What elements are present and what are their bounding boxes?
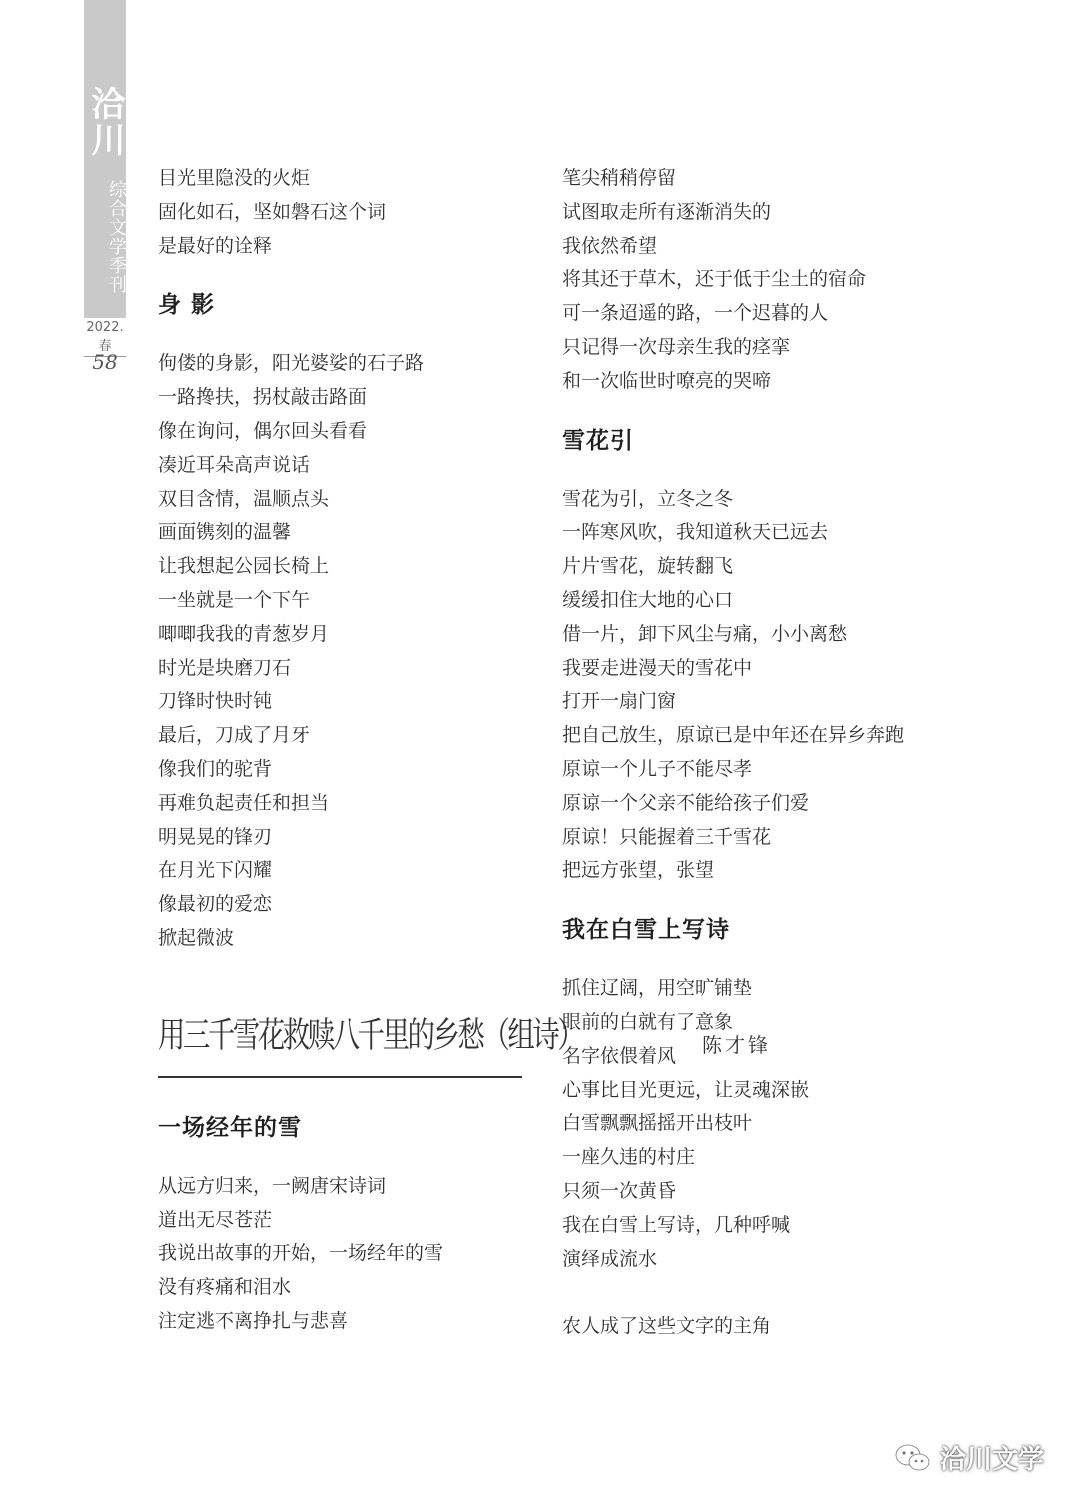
poem-line: 一坐就是一个下午 xyxy=(158,588,311,611)
poem-line: 最后，刀成了月牙 xyxy=(158,724,311,747)
magazine-title: 洽川 xyxy=(85,86,125,158)
poem-body xyxy=(158,347,538,955)
author-name: 陈才锋 xyxy=(702,1032,772,1057)
poem-line: 把远方张望，张望 xyxy=(562,859,715,882)
poem-line: 试图取走所有逐渐消失的 xyxy=(562,200,772,223)
poem-title: 一场经年的雪 xyxy=(158,1114,302,1141)
poem-line: 道出无尽苍茫 xyxy=(158,1208,273,1231)
poem-line: 借一片，卸下风尘与痛，小小离愁 xyxy=(562,622,848,645)
poem-line: 我依然希望 xyxy=(562,234,658,257)
poem-line: 抓住辽阔，用空旷铺垫 xyxy=(562,977,753,1000)
poem-line: 凑近耳朵高声说话 xyxy=(158,453,311,476)
poem-line: 唧唧我我的青葱岁月 xyxy=(158,622,330,645)
poem-line: 可一条迢遥的路，一个迟暮的人 xyxy=(562,302,829,325)
poem-line: 原谅一个儿子不能尽孝 xyxy=(562,757,753,780)
poem-line: 眼前的白就有了意象 xyxy=(562,1010,734,1033)
poem-line: 一座久违的村庄 xyxy=(562,1146,696,1169)
poem-line: 只须一次黄昏 xyxy=(562,1179,677,1202)
poem-line: 目光里隐没的火炬 xyxy=(158,167,311,189)
poem-body xyxy=(562,483,982,889)
poem-line: 佝偻的身影，阳光婆娑的石子路 xyxy=(158,352,425,375)
poem-line: 心事比目光更远，让灵魂深嵌 xyxy=(562,1078,810,1101)
poem-line: 雪花为引，立冬之冬 xyxy=(562,487,734,510)
poem-line: 刀锋时快时钝 xyxy=(158,690,273,713)
poem-line: 农人成了这些文字的主角 xyxy=(562,1315,772,1338)
poem-line: 从远方归来，一阙唐宋诗词 xyxy=(158,1174,387,1197)
poem-line: 和一次临世时嘹亮的哭啼 xyxy=(562,369,772,392)
poem-line: 固化如石，坚如磐石这个词 xyxy=(158,200,387,223)
poem-line: 明晃晃的锋刃 xyxy=(158,825,273,848)
watermark-text: 洽川文学 xyxy=(939,1445,1044,1475)
magazine-subtitle: 综合文学季刊 xyxy=(106,180,127,294)
poem-line: 打开一扇门窗 xyxy=(562,690,677,713)
poem-line: 像最初的爱恋 xyxy=(158,893,273,916)
intro-stanza xyxy=(562,162,982,399)
poem-line: 是最好的诠释 xyxy=(158,234,273,257)
poem-line: 原谅！只能握着三千雪花 xyxy=(562,825,772,848)
intro-stanza xyxy=(158,162,538,263)
poem-line: 像在询问，偶尔回头看看 xyxy=(158,419,368,442)
poem-line: 画面镌刻的温馨 xyxy=(158,521,292,544)
poem-line: 时光是块磨刀石 xyxy=(158,656,292,679)
poem-line: 演绎成流水 xyxy=(562,1247,658,1270)
poem-line: 将其还于草木，还于低于尘土的宿命 xyxy=(562,268,867,291)
poem-title: 我在白雪上写诗 xyxy=(562,917,730,944)
poem-line: 缓缓扣住大地的心口 xyxy=(562,588,734,611)
poem-line: 笔尖稍稍停留 xyxy=(562,167,677,189)
poem-body xyxy=(562,972,982,1344)
issue-label: 2022.春 xyxy=(84,320,126,357)
masthead-band xyxy=(84,0,126,318)
right-column xyxy=(562,162,982,1344)
poem-title: 身 影 xyxy=(158,292,216,319)
poem-line: 名字依偎着风 xyxy=(562,1044,677,1067)
poem-line: 一阵寒风吹，我知道秋天已远去 xyxy=(562,521,829,544)
poem-line: 没有疼痛和泪水 xyxy=(158,1276,292,1299)
poem-line: 像我们的驼背 xyxy=(158,757,273,780)
poem-line: 把自己放生，原谅已是中年还在异乡奔跑 xyxy=(562,724,905,747)
poem-line: 白雪飘飘摇摇开出枝叶 xyxy=(562,1112,753,1135)
poem-line: 注定逃不离挣扎与悲喜 xyxy=(158,1309,349,1332)
poem-title: 雪花引 xyxy=(562,427,634,454)
poem-line: 再难负起责任和担当 xyxy=(158,791,330,814)
poem-line: 只记得一次母亲生我的痉挛 xyxy=(562,335,791,358)
poem-body xyxy=(158,1170,538,1339)
page-number: 58 xyxy=(92,350,118,374)
poem-line: 原谅一个父亲不能给孩子们爱 xyxy=(562,791,810,814)
stanza-break xyxy=(562,1276,982,1310)
poem-line: 我要走进漫天的雪花中 xyxy=(562,656,753,679)
poem-line: 让我想起公园长椅上 xyxy=(158,555,330,578)
poem-line: 我说出故事的开始，一场经年的雪 xyxy=(158,1242,444,1265)
poem-line: 双目含情，温顺点头 xyxy=(158,487,330,510)
wechat-icon xyxy=(894,1443,932,1473)
poem-line: 片片雪花，旋转翻飞 xyxy=(562,555,734,578)
poem-line: 在月光下闪耀 xyxy=(158,859,273,882)
poem-group-title: 用三千雪花救赎八千里的乡愁（组诗） xyxy=(158,1015,583,1056)
poem-line: 掀起微波 xyxy=(158,926,235,949)
wechat-watermark xyxy=(894,1439,1044,1476)
poem-line: 一路搀扶，拐杖敲击路面 xyxy=(158,386,368,409)
poem-line: 我在白雪上写诗，几种呼喊 xyxy=(562,1213,791,1236)
